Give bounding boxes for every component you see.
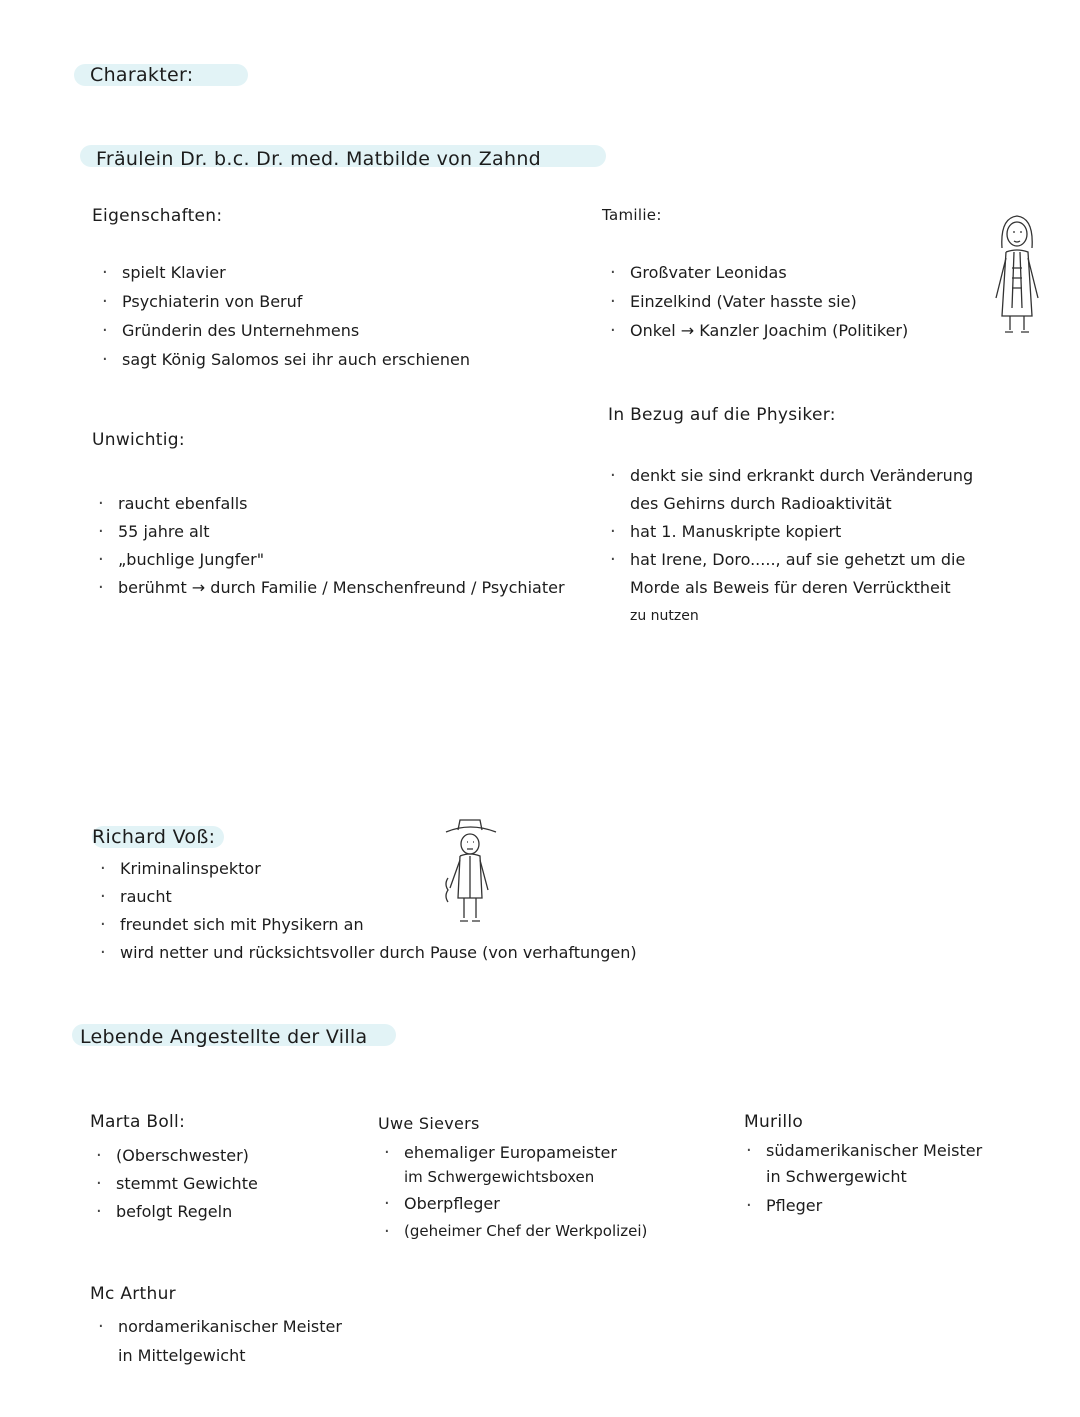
- list-item: · berühmt → durch Familie / Menschenfreund / Psychiater: [92, 574, 565, 602]
- familie-list: [604, 258, 908, 345]
- list-item: · Einzelkind (Vater hasste sie): [604, 287, 908, 316]
- list-item: · Pfleger: [740, 1190, 982, 1222]
- list-item: · 55 jahre alt: [92, 518, 565, 546]
- eigenschaften-list: [96, 258, 470, 374]
- voss-name: Richard Voß:: [92, 826, 216, 848]
- bezug-list: [604, 462, 973, 630]
- mcarthur-name: Mc Arthur: [90, 1284, 176, 1304]
- list-item: · ehemaliger Europameister: [378, 1140, 647, 1165]
- zahnd-name: Fräulein Dr. b.c. Dr. med. Matbilde von Zahnd: [96, 148, 542, 170]
- list-item: · wird netter und rücksichtsvoller durch Pause (von verhaftungen): [94, 939, 637, 967]
- list-item: · freundet sich mit Physikern an: [94, 911, 637, 939]
- unwichtig-list: [92, 490, 565, 602]
- mcarthur-list: [92, 1312, 342, 1370]
- uwe-list: [378, 1140, 647, 1246]
- list-item: · „buchlige Jungfer": [92, 546, 565, 574]
- list-item: · (Oberschwester): [90, 1142, 258, 1170]
- list-item: · Oberpfleger: [378, 1190, 647, 1217]
- list-item: · raucht ebenfalls: [92, 490, 565, 518]
- marta-list: [90, 1142, 258, 1226]
- list-item: · sagt König Salomos sei ihr auch erschienen: [96, 345, 470, 374]
- unwichtig-label: Unwichtig:: [92, 430, 185, 450]
- list-item: · raucht: [94, 883, 637, 911]
- zahnd-figure-drawing: [992, 208, 1042, 338]
- list-item: des Gehirns durch Radioaktivität: [630, 494, 892, 513]
- voss-list: [94, 855, 637, 967]
- list-item: · Psychiaterin von Beruf: [96, 287, 470, 316]
- marta-name: Marta Boll:: [90, 1112, 186, 1132]
- voss-figure-drawing: [438, 818, 502, 930]
- angestellte-heading: Lebende Angestellte der Villa: [80, 1026, 368, 1048]
- list-item: im Schwergewichtsboxen: [404, 1168, 595, 1186]
- list-item: · stemmt Gewichte: [90, 1170, 258, 1198]
- murillo-list: [740, 1138, 982, 1222]
- list-item: zu nutzen: [630, 608, 699, 624]
- familie-label: Tamilie:: [602, 206, 662, 224]
- list-item: · Onkel → Kanzler Joachim (Politiker): [604, 316, 908, 345]
- list-item: · nordamerikanischer Meister: [92, 1312, 342, 1341]
- murillo-name: Murillo: [744, 1112, 804, 1132]
- list-item: in Mittelgewicht: [118, 1346, 246, 1365]
- uwe-name: Uwe Sievers: [378, 1114, 480, 1133]
- list-item: · spielt Klavier: [96, 258, 470, 287]
- list-item: in Schwergewicht: [766, 1167, 907, 1186]
- list-item: · denkt sie sind erkrankt durch Veränderung: [604, 462, 973, 490]
- list-item: Morde als Beweis für deren Verrücktheit: [630, 578, 951, 597]
- list-item: · Kriminalinspektor: [94, 855, 637, 883]
- list-item: · hat 1. Manuskripte kopiert: [604, 518, 973, 546]
- list-item: · Gründerin des Unternehmens: [96, 316, 470, 345]
- list-item: · Großvater Leonidas: [604, 258, 908, 287]
- list-item: · befolgt Regeln: [90, 1198, 258, 1226]
- list-item: · südamerikanischer Meister: [740, 1138, 982, 1164]
- list-item: · (geheimer Chef der Werkpolizei): [378, 1217, 647, 1246]
- bezug-label: In Bezug auf die Physiker:: [608, 405, 836, 425]
- eigenschaften-label: Eigenschaften:: [92, 206, 223, 226]
- list-item: · hat Irene, Doro....., auf sie gehetzt um die: [604, 546, 973, 574]
- page-heading: Charakter:: [90, 64, 194, 86]
